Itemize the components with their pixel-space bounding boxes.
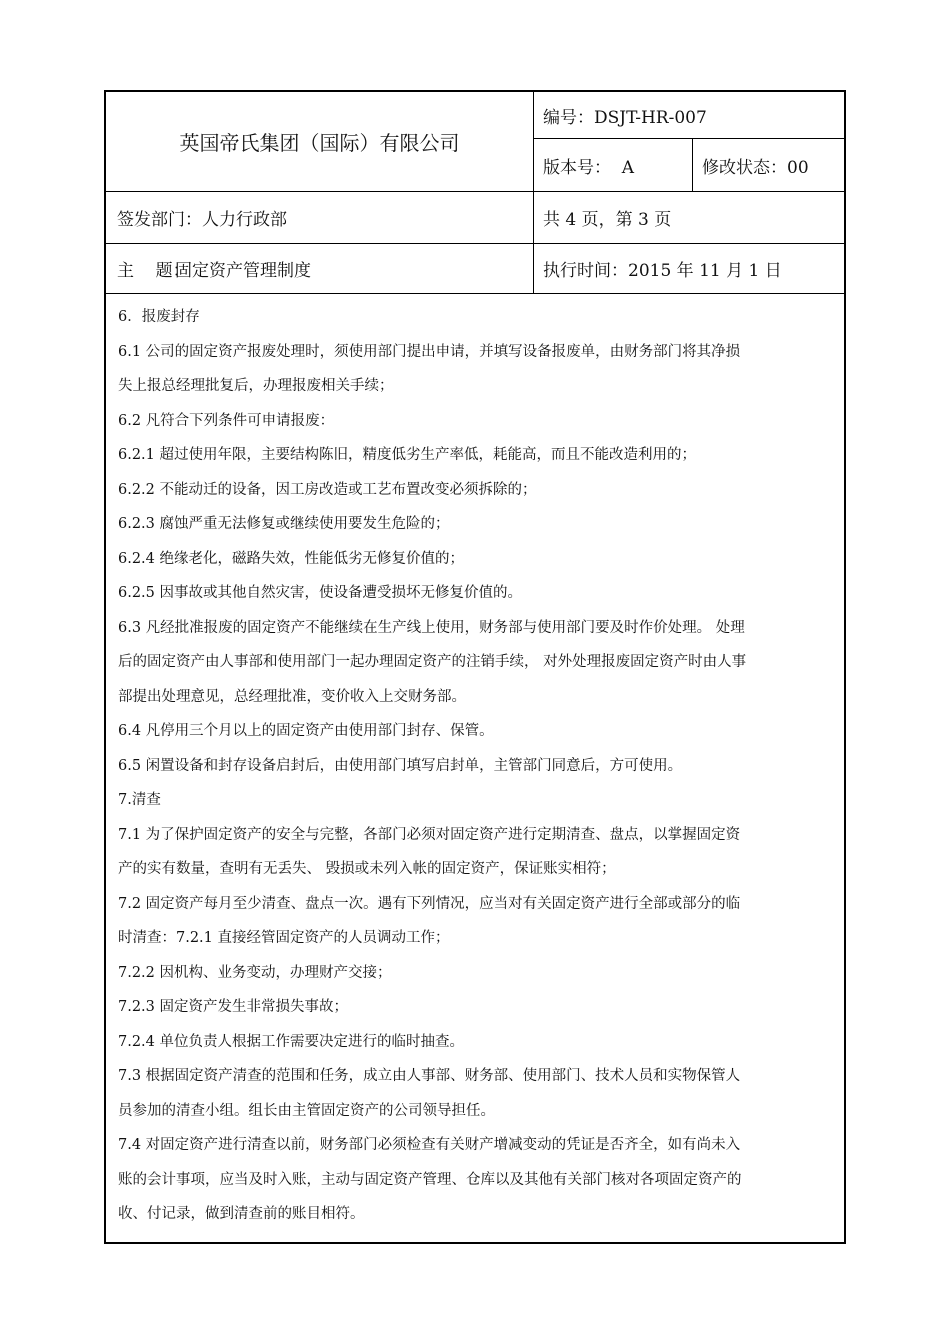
paragraph-line: 时清查：7.2.1 直接经管固定资产的人员调动工作； [118,930,450,946]
subject-title: 固定资产管理制度 [175,261,311,281]
document-table [104,90,846,1244]
paragraph-line: 6.2.3 腐蚀严重无法修复或继续使用要发生危险的； [118,516,450,532]
divider [533,92,534,293]
paragraph-line: 7.清查 [118,792,161,808]
company-name: 英国帝氏集团（国际）有限公司 [179,131,460,155]
version-number: 版本号： A [543,157,635,178]
paragraph-line: 7.2 固定资产每月至少清查、盘点一次。遇有下列情况，应当对有关固定资产进行全部或部分的临 [118,895,741,912]
paragraph-line: 7.2.3 固定资产发生非常损失事故； [118,999,349,1015]
paragraph-line: 6.2.4 绝缘老化，磁路失效，性能低劣无修复价值的； [118,550,465,567]
paragraph-line: 后的固定资产由人事部和使用部门一起办理固定资产的注销手续， 对外处理报废固定资产时由人事 [118,654,747,670]
paragraph-line: 部提出处理意见，总经理批准，变价收入上交财务部。 [118,688,466,705]
effective-date: 执行时间：2015 年 11 月 1 日 [543,261,782,281]
paragraph-line: 7.3 根据固定资产清查的范围和任务，成立由人事部、财务部、使用部门、技术人员和实物保管人 [118,1068,741,1084]
paragraph-line: 7.4 对固定资产进行清查以前，财务部门必须检查有关财产增减变动的凭证是否齐全，如有尚未入 [118,1137,741,1153]
paragraph-line: 6.4 凡停用三个月以上的固定资产由使用部门封存、保管。 [118,723,494,739]
paragraph-line: 6.2 凡符合下列条件可申请报废： [118,412,335,429]
paragraph-line: 7.2.2 因机构、业务变动，办理财产交接； [118,964,392,981]
paragraph-line: 收、付记录，做到清查前的账目相符。 [118,1206,365,1222]
issuing-department: 签发部门：人力行政部 [117,210,287,230]
document-body [118,300,840,1232]
paragraph-line: 员参加的清查小组。组长由主管固定资产的公司领导担任。 [118,1102,495,1119]
paragraph-line: 7.2.4 单位负责人根据工作需要决定进行的临时抽查。 [118,1033,465,1050]
paragraph-line: 6.2.1 超过使用年限，主要结构陈旧，精度低劣生产率低，耗能高，而且不能改造利用的； [118,447,696,463]
paragraph-line: 6.2.5 因事故或其他自然灾害，使设备遭受损坏无修复价值的。 [118,585,523,601]
paragraph-line: 6．报废封存 [118,309,200,325]
paragraph-line: 账的会计事项，应当及时入账，主动与固定资产管理、仓库以及其他有关部门核对各项固定资产的 [118,1171,742,1188]
paragraph-line: 6.2.2 不能动迁的设备，因工房改造或工艺布置改变必须拆除的； [118,481,537,498]
page-count: 共 4 页，第 3 页 [543,210,672,230]
paragraph-line: 6.5 闲置设备和封存设备启封后，由使用部门填写启封单，主管部门同意后，方可使用。 [118,757,683,774]
paragraph-line: 产的实有数量，查明有无丢失、 毁损或未列入帐的固定资产，保证账实相符； [118,861,616,877]
subject-label: 主 题： [117,261,190,281]
subject-row [117,244,311,293]
paragraph-line: 6.3 凡经批准报废的固定资产不能继续在生产线上使用，财务部与使用部门要及时作价处理。 处理 [118,619,745,636]
paragraph-line: 7.1 为了保护固定资产的安全与完整，各部门必须对固定资产进行定期清查、盘点，以掌握固定资 [118,826,741,843]
divider [106,293,846,294]
divider [692,138,693,191]
paragraph-line: 失上报总经理批复后，办理报废相关手续； [118,378,394,394]
revision-status: 修改状态：00 [702,157,809,178]
paragraph-line: 6.1 公司的固定资产报废处理时，须使用部门提出申请，并填写设备报废单，由财务部门将其净损 [118,343,741,360]
document-number: 编号：DSJT-HR-007 [543,107,707,128]
